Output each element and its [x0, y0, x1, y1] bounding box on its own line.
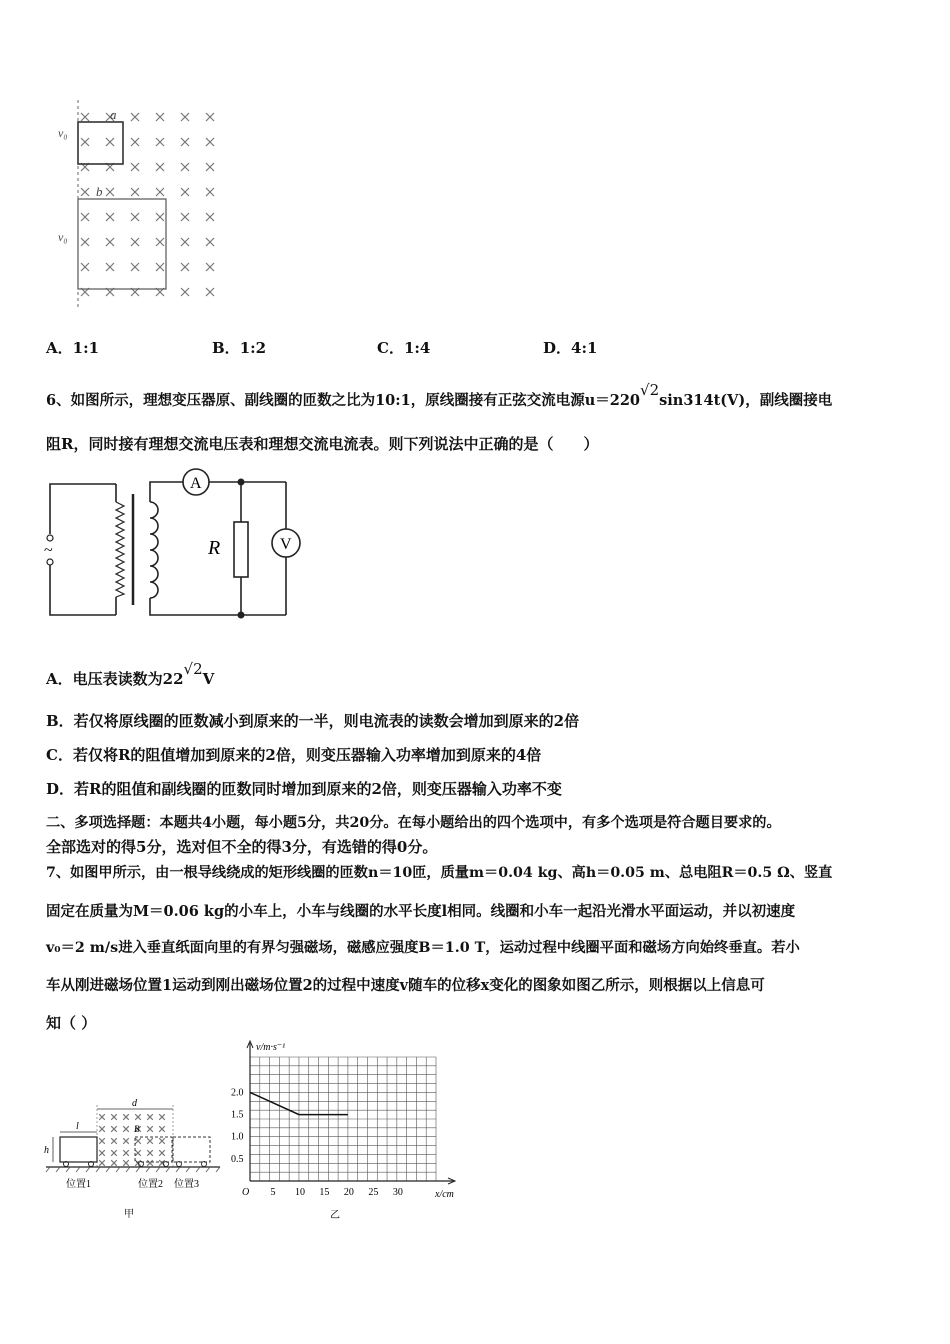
chart-y-tick: 0.5 — [231, 1153, 244, 1165]
label-b: b — [96, 184, 103, 199]
field-cross-icon — [111, 1114, 117, 1120]
figure-yi-chart — [225, 1035, 470, 1230]
field-cross-icon — [206, 113, 214, 121]
field-cross-icon — [206, 238, 214, 246]
figure-transformer-circuit — [40, 462, 310, 622]
field-cross-icon — [156, 188, 164, 196]
field-cross-icon — [135, 1160, 141, 1166]
field-cross-icon — [131, 263, 139, 271]
field-cross-icon — [81, 213, 89, 221]
field-cross-icon — [131, 238, 139, 246]
field-cross-icon — [181, 238, 189, 246]
caption-jia: 甲 — [124, 1209, 134, 1220]
field-cross-icon — [156, 138, 164, 146]
chart-x-tick: 10 — [294, 1187, 305, 1198]
section2-line2: 全部选对的得5分，选对但不全的得3分，有选错的得0分。 — [46, 838, 438, 856]
q5-option-b[interactable]: B．1:2 — [212, 339, 267, 357]
field-cross-icon — [131, 188, 139, 196]
field-cross-icon — [159, 1126, 165, 1132]
q5-option-d[interactable]: D．4:1 — [543, 339, 598, 357]
field-cross-icon — [181, 113, 189, 121]
field-cross-icon — [159, 1114, 165, 1120]
label-l: l — [76, 1121, 79, 1132]
field-cross-icon — [81, 238, 89, 246]
field-cross-icon — [111, 1160, 117, 1166]
field-cross-icon — [111, 1138, 117, 1144]
field-cross-icon — [106, 138, 114, 146]
field-cross-icon — [147, 1126, 153, 1132]
label-B: B — [134, 1124, 140, 1134]
field-cross-icon — [99, 1114, 105, 1120]
source-symbol: ~ — [44, 542, 53, 559]
field-cross-icon — [81, 188, 89, 196]
field-cross-icon — [106, 263, 114, 271]
field-cross-icon — [135, 1138, 141, 1144]
field-cross-icon — [206, 288, 214, 296]
field-cross-icon — [111, 1150, 117, 1156]
chart-xlabel: x/cm — [435, 1189, 454, 1200]
field-cross-icon — [99, 1138, 105, 1144]
chart-x-tick: 5 — [270, 1187, 276, 1198]
chart-ylabel: v/m·s⁻¹ — [256, 1042, 286, 1053]
figure-jia-cart — [40, 1095, 225, 1225]
field-cross-icon — [99, 1160, 105, 1166]
field-cross-icon — [206, 188, 214, 196]
field-cross-icon — [147, 1114, 153, 1120]
field-cross-icon — [99, 1150, 105, 1156]
chart-y-tick: 2.0 — [231, 1087, 244, 1099]
field-cross-icon — [206, 213, 214, 221]
chart-x-tick: 20 — [343, 1187, 354, 1198]
label-v0-top: v₀ — [58, 126, 68, 140]
field-cross-icon — [159, 1138, 165, 1144]
field-cross-icon — [123, 1160, 129, 1166]
field-cross-icon — [135, 1114, 141, 1120]
field-cross-icon — [106, 213, 114, 221]
loop-b — [78, 199, 166, 289]
field-cross-icon — [131, 213, 139, 221]
field-cross-icon — [147, 1160, 153, 1166]
field-cross-icon — [206, 138, 214, 146]
field-cross-icon — [181, 138, 189, 146]
field-cross-icon — [131, 138, 139, 146]
field-cross-icon — [156, 213, 164, 221]
q6-line1: 6、如图所示，理想变压器原、副线圈的匝数之比为10:1，原线圈接有正弦交流电源$u=220^{√2}\sin 314t(V)$，副线圈接电 — [46, 381, 833, 409]
field-cross-icon — [123, 1138, 129, 1144]
field-cross-icon — [156, 113, 164, 121]
field-cross-icon — [106, 238, 114, 246]
label-d: d — [132, 1098, 137, 1109]
field-cross-icon — [131, 113, 139, 121]
field-cross-icon — [206, 263, 214, 271]
field-cross-icon — [106, 188, 114, 196]
q5-option-a[interactable]: A．1:1 — [46, 339, 100, 357]
q6-option-d[interactable]: D．若R的阻值和副线圈的匝数同时增加到原来的2倍，则变压器输入功率不变 — [46, 780, 562, 798]
q7-line5: 知（ ） — [46, 1014, 97, 1032]
field-cross-icon — [156, 263, 164, 271]
field-cross-icon — [81, 263, 89, 271]
q6-option-a[interactable]: A．电压表读数为$22^{√2}V$ — [46, 660, 215, 688]
field-cross-icon — [81, 113, 89, 121]
label-pos2: 位置2 — [138, 1179, 163, 1190]
field-cross-icon — [131, 163, 139, 171]
chart-origin: O — [242, 1187, 250, 1198]
field-cross-icon — [135, 1150, 141, 1156]
field-cross-icon — [206, 163, 214, 171]
voltmeter-label: V — [280, 536, 292, 553]
field-cross-icon — [147, 1150, 153, 1156]
chart-caption: 乙 — [330, 1210, 340, 1221]
field-cross-icon — [99, 1126, 105, 1132]
q5-option-c[interactable]: C．1:4 — [377, 339, 431, 357]
chart-x-tick: 30 — [392, 1187, 403, 1198]
q6-option-b[interactable]: B．若仅将原线圈的匝数减小到原来的一半，则电流表的读数会增加到原来的2倍 — [46, 712, 580, 730]
field-cross-icon — [111, 1126, 117, 1132]
field-cross-icon — [123, 1150, 129, 1156]
q7-line3: v₀＝2 m/s进入垂直纸面向里的有界匀强磁场，磁感应强度B＝1.0 T，运动过程中线圈平面和磁场方向始终垂直。若小 — [46, 940, 800, 956]
q6-line2: 阻R，同时接有理想交流电压表和理想交流电流表。则下列说法中正确的是（ ） — [46, 435, 599, 453]
q7-line2: 固定在质量为M＝0.06 kg的小车上，小车与线圈的水平长度l相同。线圈和小车一起沿光滑水平面运动，并以初速度 — [46, 903, 796, 920]
field-cross-icon — [181, 163, 189, 171]
q6-option-c[interactable]: C．若仅将R的阻值增加到原来的2倍，则变压器输入功率增加到原来的4倍 — [46, 746, 542, 764]
q7-line1: 7、如图甲所示，由一根导线绕成的矩形线圈的匝数n＝10匝，质量m＝0.04 kg、高h＝0.05 m、总电阻R＝0.5 Ω、竖直 — [46, 865, 833, 881]
resistor-label: R — [208, 537, 221, 559]
figure-magnetic-field-loops — [50, 95, 230, 310]
label-h: h — [44, 1145, 49, 1156]
field-cross-icon — [181, 263, 189, 271]
chart-y-tick: 1.0 — [231, 1131, 244, 1143]
q7-line4: 车从刚进磁场位置1运动到刚出磁场位置2的过程中速度v随车的位移x变化的图象如图乙所示，则根据以上信息可 — [46, 977, 765, 994]
label-pos1: 位置1 — [66, 1179, 91, 1190]
field-cross-icon — [123, 1114, 129, 1120]
field-cross-icon — [123, 1126, 129, 1132]
field-cross-icon — [159, 1150, 165, 1156]
ammeter-label: A — [190, 475, 202, 492]
label-pos3: 位置3 — [174, 1179, 199, 1190]
field-cross-icon — [181, 288, 189, 296]
field-cross-icon — [181, 188, 189, 196]
label-a: a — [110, 107, 117, 122]
field-cross-icon — [156, 238, 164, 246]
label-v0-bottom: v₀ — [58, 230, 68, 244]
field-cross-icon — [156, 163, 164, 171]
chart-x-tick: 25 — [368, 1187, 379, 1198]
chart-y-tick: 1.5 — [231, 1109, 244, 1121]
section2-line1: 二、多项选择题：本题共4小题，每小题5分，共20分。在每小题给出的四个选项中，有多个选项是符合题目要求的。 — [46, 815, 781, 831]
field-cross-icon — [147, 1138, 153, 1144]
field-cross-icon — [81, 138, 89, 146]
chart-x-tick: 15 — [319, 1187, 330, 1198]
field-cross-icon — [181, 213, 189, 221]
